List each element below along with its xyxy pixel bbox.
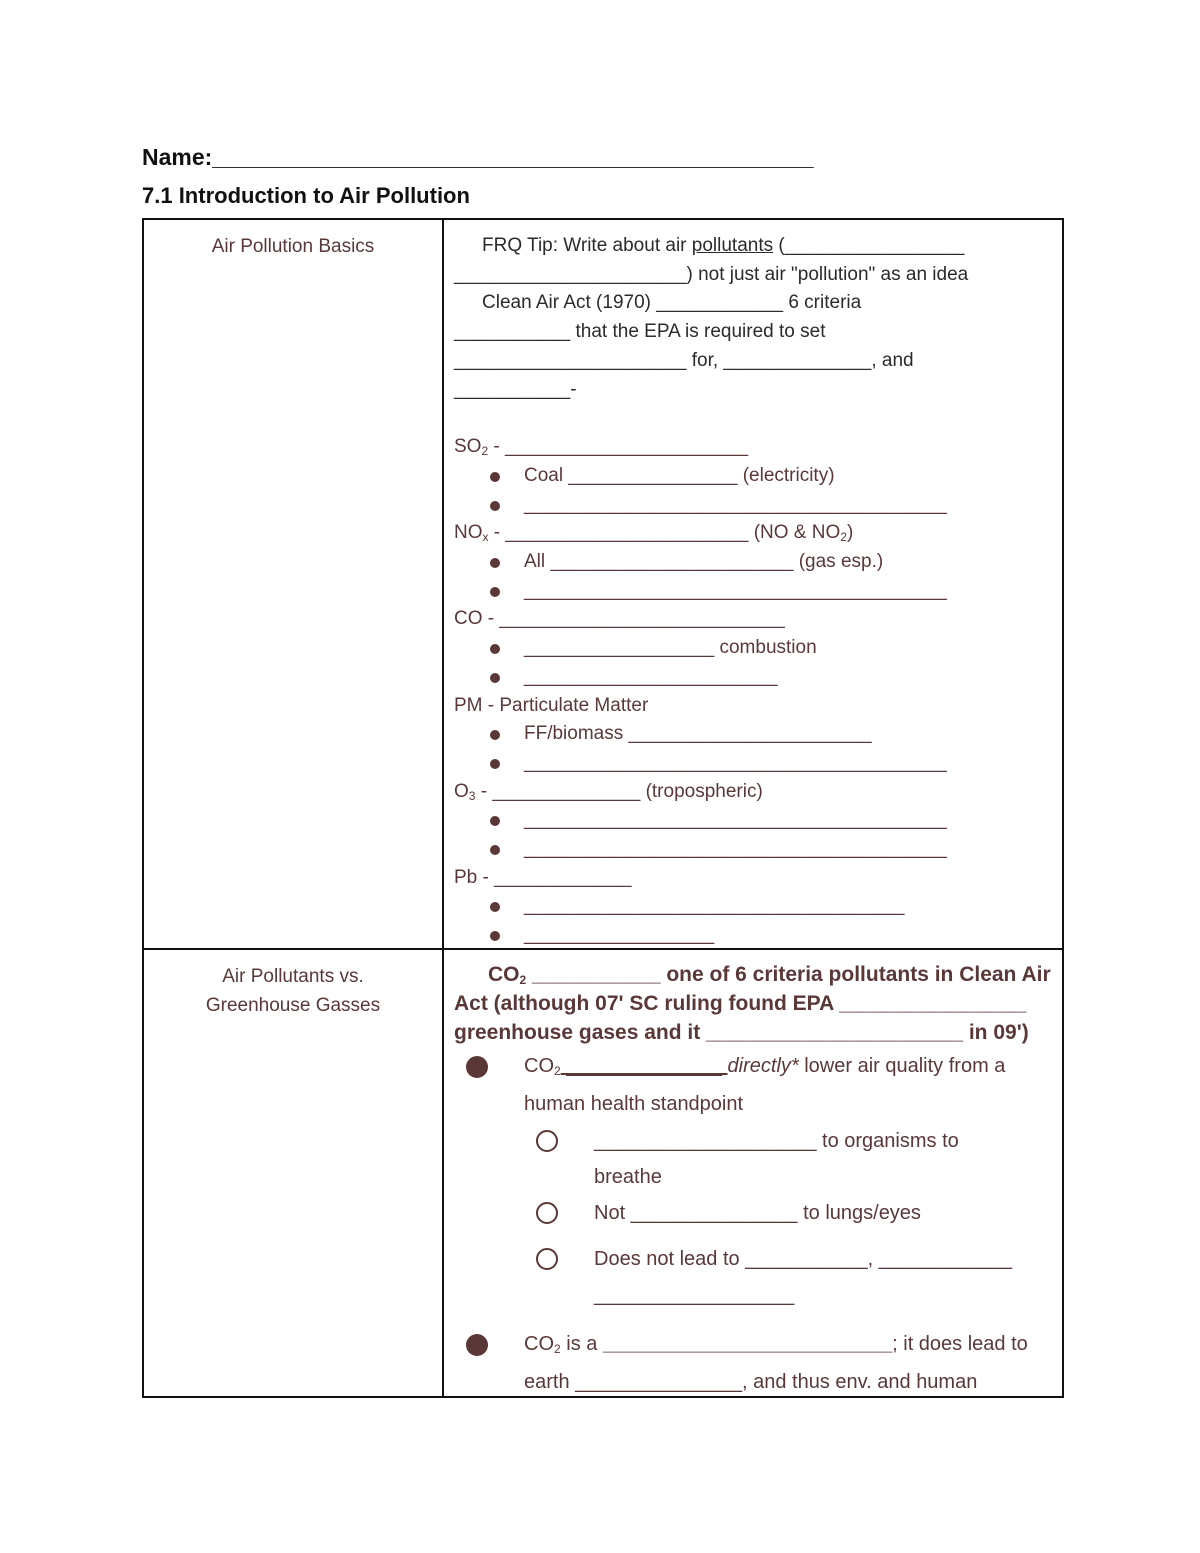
- list-item: ____________________________________: [454, 892, 1052, 921]
- section1-label: Air Pollution Basics: [211, 236, 375, 257]
- bullet-icon: [490, 931, 500, 941]
- co2-heading: $CO_2$ ___________ one of 6 criteria pollutants in Clean Air: [488, 963, 1051, 987]
- list-item: ________________________________________: [454, 491, 1052, 520]
- clean-air-act-line4: ___________-: [454, 378, 577, 400]
- bullet-icon: [490, 816, 500, 826]
- clean-air-act-line1: Clean Air Act (1970) ____________ 6 criteria: [482, 292, 862, 314]
- list-item: All _______________________ (gas esp.): [454, 548, 1052, 577]
- so2-heading: $SO_2$ - _______________________: [454, 436, 749, 459]
- bullet-icon: [490, 845, 500, 855]
- clean-air-act-line2: ___________ that the EPA is required to set: [454, 321, 826, 343]
- bullet-icon: [490, 673, 500, 683]
- list-item: __________________ combustion: [454, 634, 1052, 663]
- bullet-icon: [490, 558, 500, 568]
- table-row: [143, 949, 1063, 1397]
- circle-bullet-icon: [536, 1130, 558, 1152]
- list-item: ________________________: [454, 663, 1052, 692]
- list-item: __________________: [454, 921, 1052, 950]
- pm-heading: PM - Particulate Matter: [454, 694, 649, 716]
- list-item: ________________________________________: [454, 835, 1052, 864]
- list-item: ________________________________________: [454, 749, 1052, 778]
- list-item: ________________________________________: [454, 806, 1052, 835]
- name-field-label: Name:_______________________________________________: [142, 144, 814, 170]
- section2-content-cell: [443, 949, 1063, 1397]
- co2-heading-line3: greenhouse gases and it ______________________ in 09'): [454, 1021, 1029, 1044]
- bullet-icon: [490, 472, 500, 482]
- list-item: Not _______________ to lungs/eyes: [454, 1195, 1052, 1231]
- list-item: Does not lead to ___________, ____________: [454, 1241, 1052, 1277]
- bullet-icon: [466, 1334, 488, 1356]
- section1-label-cell: [143, 219, 443, 949]
- co2-heading-line2: Act (although 07' SC ruling found EPA ________________: [454, 992, 1027, 1015]
- circle-bullet-icon: [536, 1248, 558, 1270]
- list-item-continuation: earth _______________, and thus env. and human: [524, 1371, 978, 1393]
- notes-table: [142, 218, 1064, 1398]
- list-item: $CO_2$ is a __________________________; it does lead to: [454, 1325, 1052, 1363]
- table-row: [143, 219, 1063, 949]
- frq-tip-line2: ______________________) not just air "pollution" as an idea: [454, 263, 969, 285]
- list-item-continuation: __________________: [594, 1284, 795, 1306]
- pb-heading: Pb - _____________: [454, 866, 632, 888]
- bullet-icon: [490, 902, 500, 912]
- list-item-continuation: breathe: [594, 1166, 662, 1188]
- list-item: ____________________ to organisms to: [454, 1123, 1052, 1159]
- bullet-icon: [490, 501, 500, 511]
- clean-air-act-line3: ______________________ for, ______________, and: [454, 349, 914, 371]
- list-item-continuation: human health standpoint: [524, 1093, 744, 1115]
- section1-content-cell: [443, 219, 1063, 949]
- bullet-icon: [466, 1056, 488, 1078]
- section2-label-line1: Air Pollutants vs.: [222, 966, 364, 987]
- bullet-icon: [490, 730, 500, 740]
- circle-bullet-icon: [536, 1202, 558, 1224]
- section2-label-cell: [143, 949, 443, 1397]
- bullet-icon: [490, 759, 500, 769]
- list-item: ________________________________________: [454, 577, 1052, 606]
- list-item: FF/biomass _______________________: [454, 720, 1052, 749]
- bullet-icon: [490, 587, 500, 597]
- section2-label-line2: Greenhouse Gasses: [205, 995, 381, 1016]
- bullet-icon: [490, 644, 500, 654]
- page-title: 7.1 Introduction to Air Pollution: [142, 183, 470, 208]
- nox-heading: $NO_x$ - _______________________ (NO & $NO_2$): [454, 522, 854, 545]
- list-item: Coal ________________ (electricity): [454, 462, 1052, 491]
- o3-heading: $O_3$ - ______________ (tropospheric): [454, 780, 763, 803]
- list-item: $CO_2$ ______________ directly* lower air quality from a: [454, 1047, 1052, 1085]
- frq-tip: FRQ Tip: Write about air pollutants (_________________: [482, 235, 965, 256]
- co-heading: CO - ___________________________: [454, 608, 785, 630]
